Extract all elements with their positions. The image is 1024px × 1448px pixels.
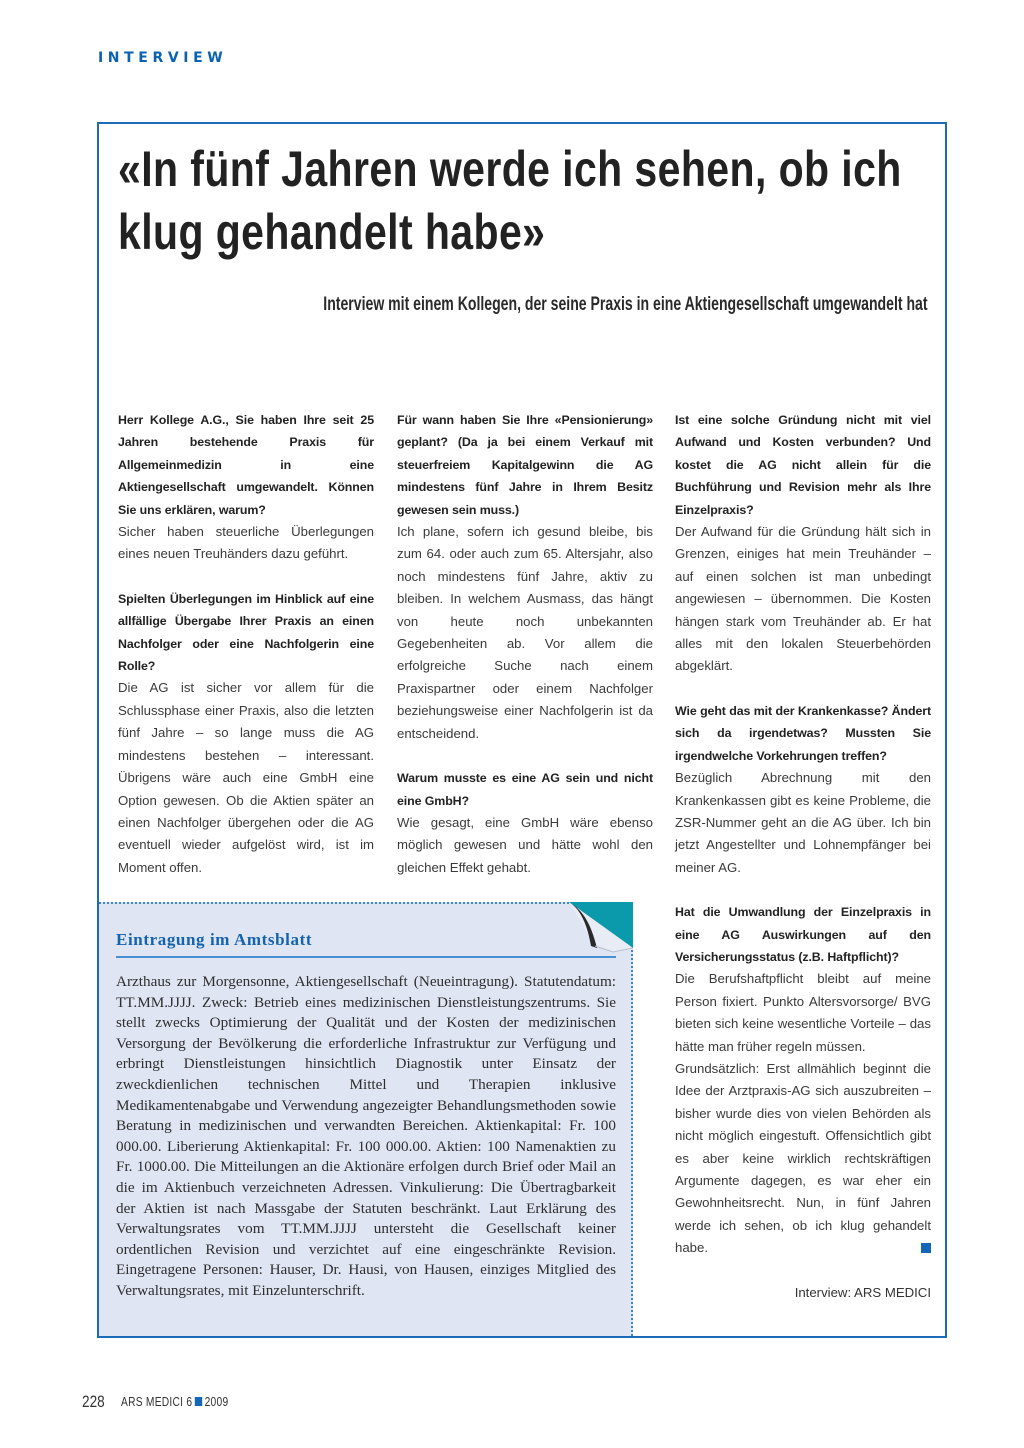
interview-credit: Interview: ARS MEDICI [794, 1284, 931, 1300]
answer: Bezüglich Abrechnung mit den Krankenkassen gibt es keine Probleme, die ZSR-Nummer geht an die AG über. Ich bin jetzt Angestellter und Lohnempfänger bei meiner AG. [675, 770, 931, 875]
end-of-article-square-icon [921, 1243, 931, 1253]
answer: Die AG ist sicher vor allem für die Schlussphase einer Praxis, also die letzten fünf Jahre – so lange muss die AG mindestens bestehen – interessant. Übrigens wäre auch eine GmbH eine Option gewesen. Ob die Aktien später an einen Nachfolger übergehen oder die AG eventuell wieder aufgelöst wird, ist im Moment offen. [118, 680, 374, 875]
box-title-underline [116, 956, 616, 958]
title-line-2: klug gehandelt habe» [118, 204, 546, 260]
answer-text: Grundsätzlich: Erst allmählich beginnt die Idee der Arztpraxis-AG sich auszubreiten – bisher wurde dies von vielen Behörden als nicht möglich eingestuft. Offensichtlich gibt es aber keine wirklich rechtskräftigen Argumente dagegen, es war eher ein Gewohnheitsrecht. Nun, in fünf Jahren werde ich sehen, ob ich klug gehandelt habe. [675, 1060, 931, 1256]
answer: Die Berufshaftpflicht bleibt auf meine Person fixiert. Punkto Altersvorsorge/ BVG bieten sich keine wesentliche Vorteile – das hätte man früher regeln müssen. [675, 971, 931, 1054]
page-curl-icon [569, 902, 633, 956]
magazine-issue [121, 1395, 228, 1409]
question: Herr Kollege A.G., Sie haben Ihre seit 25 Jahren bestehende Praxis für Allgemeinmedizin in eine Aktiengesellschaft umgewandelt. Können Sie uns erklären, warum? [118, 413, 374, 517]
question: Für wann haben Sie Ihre «Pensionierung» geplant? (Da ja bei einem Verkauf mit steuerfreiem Kapitalgewinn die AG mindestens fünf Jahre in Ihrem Besitz gewesen sein muss.) [397, 413, 653, 517]
page-footer [82, 1392, 252, 1412]
issue-year: 2009 [204, 1395, 229, 1409]
column-1 [118, 409, 374, 879]
question: Wie geht das mit der Krankenkasse? Ändert sich da irgendetwas? Mussten Sie irgendwelche Vorkehrungen treffen? [675, 703, 931, 763]
separator-square-icon [195, 1397, 202, 1406]
column-2 [397, 409, 653, 879]
section-label: INTERVIEW [98, 50, 228, 66]
answer: Sicher haben steuerliche Überlegungen eines neuen Treuhänders dazu geführt. [118, 524, 374, 562]
article-title [118, 138, 902, 264]
question: Hat die Umwandlung der Einzelpraxis in eine AG Auswirkungen auf den Versicherungsstatus (z.B. Haftpflicht)? [675, 905, 931, 964]
question: Warum musste es eine AG sein und nicht eine GmbH? [397, 771, 653, 808]
title-line-1: «In fünf Jahren werde ich sehen, ob ich [118, 141, 902, 197]
answer: Wie gesagt, eine GmbH wäre ebenso möglich gewesen und hätte wohl den gleichen Effekt gehabt. [397, 814, 653, 875]
page-number: 228 [82, 1392, 105, 1411]
magazine-name: ARS MEDICI 6 [120, 1395, 193, 1409]
answer: Ich plane, sofern ich gesund bleibe, bis zum 64. oder auch zum 65. Altersjahr, also noch mindestens fünf Jahre, aktiv zu bleiben. In welchem Ausmass, das hängt von heute noch unbekannten Gegebenheiten ab. Vor allem die erfolgreiche Suche nach einem Praxispartner oder einem Nachfolger beziehungsweise einer Nachfolgerin ist da entscheidend. [397, 524, 653, 741]
question: Ist eine solche Gründung nicht mit viel Aufwand und Kosten verbunden? Und kostet die AG nicht allein für die Buchführung und Revision mehr als Ihre Einzelpraxis? [675, 413, 931, 517]
answer: Der Aufwand für die Gründung hält sich in Grenzen, einiges hat mein Treuhänder – auf einen solchen ist man unbedingt angewiesen – übernommen. Die Kosten hängen stark vom Treuhänder ab. Er hat alles mit den lokalen Steuerbehörden abgeklärt. [675, 524, 931, 674]
column-3 [675, 409, 931, 1304]
amtsblatt-sidebar-box [99, 902, 633, 1336]
article-subtitle: Interview mit einem Kollegen, der seine Praxis in eine Aktiengesellschaft umgewandelt hat [323, 294, 928, 315]
box-title: Eintragung im Amtsblatt [116, 930, 313, 949]
question: Spielten Überlegungen im Hinblick auf eine allfällige Übergabe Ihrer Praxis an einen Nachfolger oder eine Nachfolgerin eine Rolle? [118, 591, 374, 674]
answer-continued [675, 1058, 931, 1260]
box-body-text: Arzthaus zur Morgensonne, Aktiengesellschaft (Neueintragung). Statutendatum: TT.MM.JJJJ. Zweck: Betrieb eines medizinischen Dienstleistungszentrums. Sie stellt zwecks Optimierung der Qualität und der Kosten der medizinischen Versorgung der Bevölkerung die erforderliche Infrastruktur zur Verfügung und erbringt Dienstleistungen hinsichtlich Diagnostik unter Einsatz der zweckdienlichen technischen Mittel und Therapien inklusive Medikamentenabgabe und Verwendung angezeigter Behandlungsmethoden sowie Beratung in medizinischen und verwandten Bereichen. Aktienkapital: Fr. 100 000.00. Liberierung Aktienkapital: Fr. 100 000.00. Aktien: 100 Namenaktien zu Fr. 1000.00. Die Mitteilungen an die Aktionäre erfolgen durch Brief oder Mail an die im Aktienbuch verzeichneten Adressen. Vinkulierung: Die Übertragbarkeit der Aktien ist nach Massgabe der Statuten beschränkt. Laut Erklärung des Verwaltungsrates vom TT.MM.JJJJ untersteht die Gesellschaft keiner ordentlichen Revision und verzichtet auf eine eingeschränkte Revision. Eingetragene Personen: Hauser, Dr. Hausi, von Hausen, einziges Mitglied des Verwaltungsrates, mit Einzelunterschrift. [116, 973, 616, 1299]
